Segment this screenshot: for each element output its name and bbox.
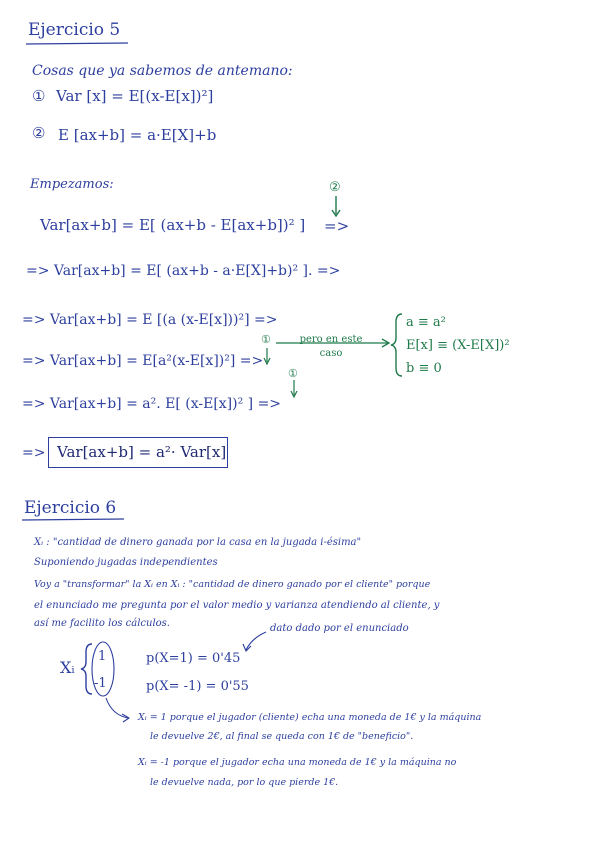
- derivation-line-1-arrow: =>: [324, 217, 350, 235]
- xi-definition: Xᵢ : "cantidad de dinero ganada por la casa en la jugada i-ésima": [34, 537, 362, 548]
- derivation-line-3: => Var[ax+b] = E [(a (x-E[x]))²] =>: [22, 312, 278, 328]
- fact1-formula: Var [x] = E[(x-E[x])²]: [56, 87, 214, 105]
- explanation-1-line-1: Xᵢ = 1 porque el jugador (cliente) echa una moneda de 1€ y la máquina: [138, 712, 482, 723]
- case-a: a ≡ a²: [406, 315, 446, 330]
- exercise5-title: Ejercicio 5: [28, 20, 121, 40]
- step-ref-2: ②: [329, 180, 341, 195]
- case-brace: [391, 314, 402, 376]
- xi-value-minus-1: -1: [94, 676, 107, 691]
- xi-symbol: Xᵢ: [60, 658, 75, 677]
- derivation-line-1: Var[ax+b] = E[ (ax+b - E[ax+b])² ]: [40, 216, 306, 234]
- probability-minus-1: p(X= -1) = 0'55: [146, 679, 249, 694]
- derivation-line-4: => Var[ax+b] = E[a²(x-E[x])²] =>: [22, 353, 264, 369]
- paragraph-line-3: así me facilito los cálculos.: [34, 618, 170, 629]
- derivation-line-2: => Var[ax+b] = E[ (ax+b - a·E[X]+b)² ]. =>: [26, 263, 341, 279]
- known-intro: Cosas que ya sabemos de antemano:: [32, 63, 293, 79]
- paragraph-line-2: el enunciado me pregunta por el valor medio y varianza atendiendo al cliente, y: [34, 600, 440, 611]
- fact2-formula: E [ax+b] = a·E[X]+b: [58, 126, 217, 144]
- line4-ref-1: ①: [261, 333, 271, 346]
- probability-1: p(X=1) = 0'45: [146, 651, 241, 666]
- case-ex: E[x] ≡ (X-E[X])²: [406, 338, 510, 353]
- case-note: pero en este caso: [299, 334, 363, 359]
- start-label: Empezamos:: [30, 177, 114, 192]
- result-box: Var[ax+b] = a²· Var[x]: [48, 437, 228, 468]
- statement-data-note: dato dado por el enunciado: [270, 623, 409, 634]
- xi-value-1: 1: [98, 649, 107, 664]
- fact1-number: ①: [32, 87, 46, 105]
- fact2-number: ②: [32, 124, 46, 142]
- exercise6-title: Ejercicio 6: [24, 498, 117, 518]
- explanation-2-line-1: Xᵢ = -1 porque el jugador echa una moneda de 1€ y la máquina no: [138, 757, 457, 768]
- expl-arrow-head: [122, 714, 129, 722]
- derivation-line-5: => Var[ax+b] = a². E[ (x-E[x])² ] =>: [22, 396, 282, 412]
- explanation-1-line-2: le devuelve 2€, al final se queda con 1€ de "beneficio".: [150, 731, 414, 742]
- paragraph-line-1: Voy a "transformar" la Xᵢ en Xᵢ : "cantidad de dinero ganado por el cliente" porque: [34, 579, 431, 590]
- independence-assumption: Suponiendo jugadas independientes: [34, 557, 218, 568]
- line5-ref-1: ①: [288, 367, 298, 380]
- result-arrow: =>: [22, 445, 46, 461]
- explanation-2-line-2: le devuelve nada, por lo que pierde 1€.: [150, 777, 339, 788]
- title6-underline: [22, 519, 124, 520]
- case-b: b ≡ 0: [406, 361, 442, 376]
- xi-brace: [81, 644, 92, 694]
- title5-underline: [26, 43, 128, 44]
